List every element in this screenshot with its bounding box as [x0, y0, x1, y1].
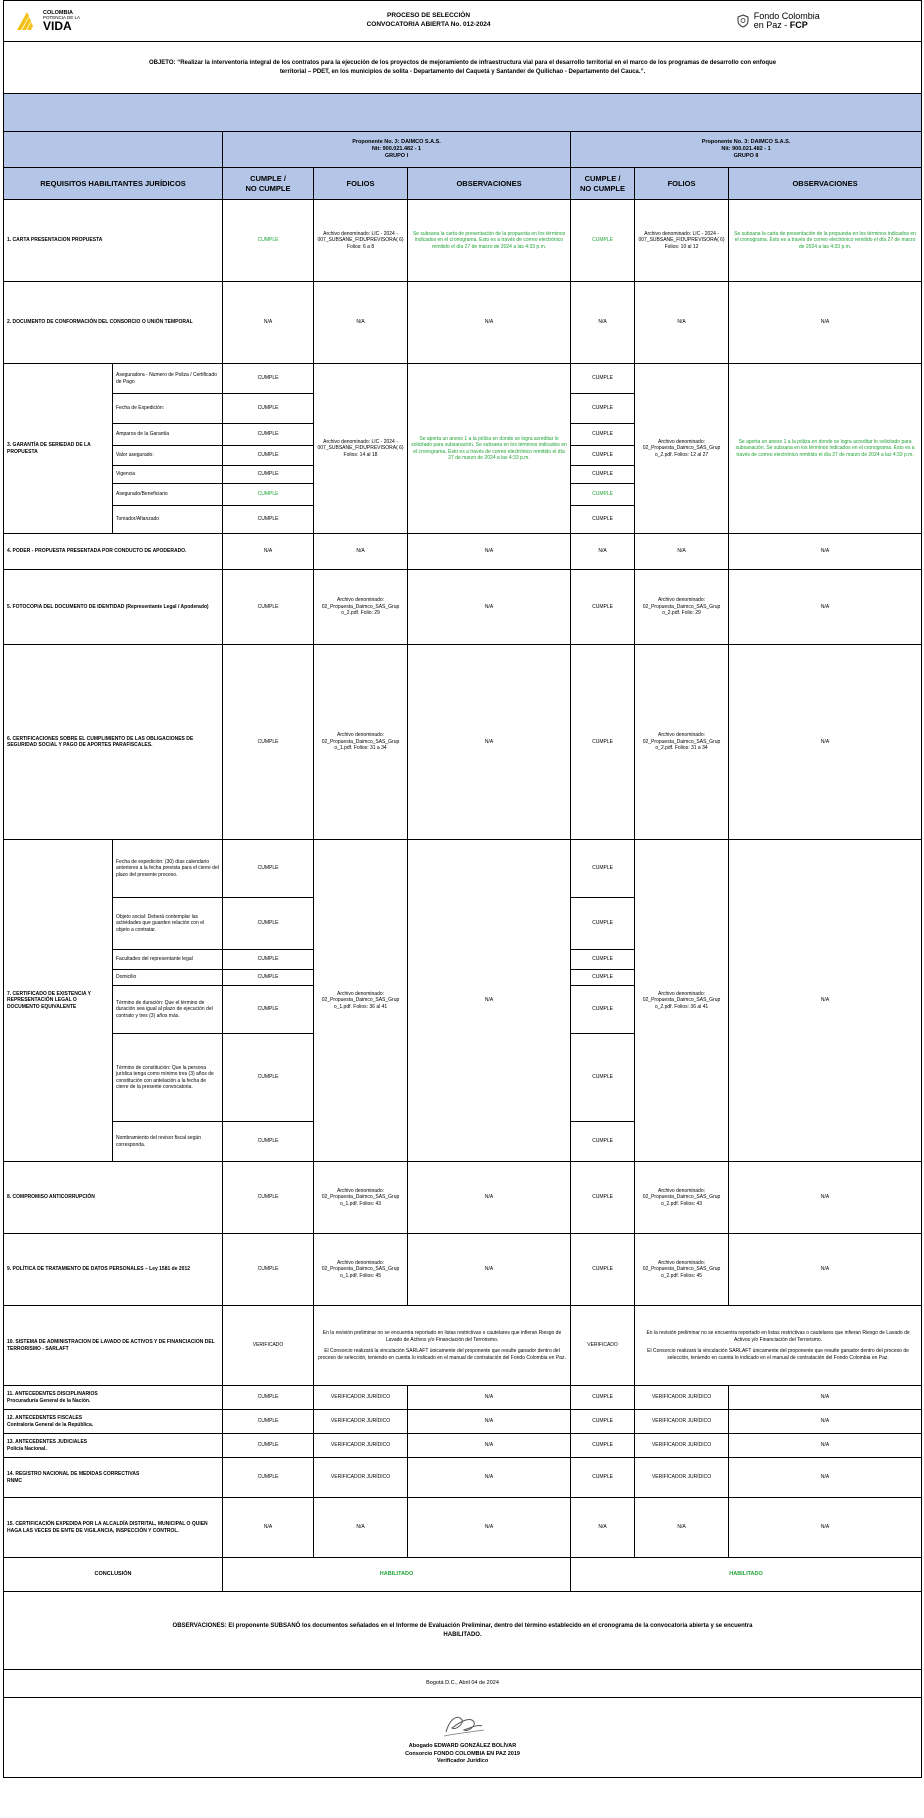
folios-cell: Archivo denominado: 02_Propuesta_Daimco_SAS_Grup o_2.pdf. Folios: 43	[635, 1162, 729, 1234]
row-8-label: 8. COMPROMISO ANTICORRUPCIÓN	[4, 1162, 223, 1234]
observation-cell: N/A	[408, 1458, 571, 1498]
sub-requirement: Término de constitución: Que la persona jurídica tenga como mínimo tres (3) años de constitución con antelación a la fecha de cierre de la presente convocatoria.	[113, 1034, 223, 1122]
status-badge: CUMPLE	[571, 484, 635, 506]
table-row	[4, 570, 922, 645]
logo-line-1: COLOMBIA	[43, 9, 73, 16]
process-title: PROCESO DE SELECCIÓN	[386, 12, 471, 20]
group-1-proponente: Proponente No. 3: DAIMCO S.A.S.	[352, 138, 441, 145]
row-6-label: 6. CERTIFICACIONES SOBRE EL CUMPLIMIENTO DE LAS OBLIGACIONES DE SEGURIDAD SOCIAL Y PAGO DE APORTES PARAFISCALES.	[4, 645, 223, 840]
sub-requirement: Vigencia	[113, 466, 223, 484]
table-row	[4, 534, 922, 570]
row-3-label: 3. GARANTÍA DE SERIEDAD DE LA PROPUESTA	[4, 364, 113, 534]
status-badge: N/A	[571, 1498, 635, 1558]
status-badge: CUMPLE	[223, 424, 314, 446]
status-badge: CUMPLE	[223, 446, 314, 466]
table-row	[4, 200, 922, 282]
folios-cell: Archivo denominado: 02_Propuesta_Daimco_SAS_Grup o_1.pdf. Folios: 45	[314, 1234, 408, 1306]
status-badge: VERIFICADO	[223, 1306, 314, 1386]
group-2-header	[571, 132, 922, 168]
row-10-label: 10. SISTEMA DE ADMINISTRACION DE LAVADO DE ACTIVOS Y DE FINANCIACION DEL TERRORISMO - SARLAFT	[4, 1306, 223, 1386]
objeto-cell	[4, 42, 922, 94]
evaluation-table	[3, 0, 922, 1778]
observation-cell: N/A	[729, 1162, 922, 1234]
shield-emblem-icon	[736, 14, 750, 28]
status-badge: CUMPLE	[223, 394, 314, 424]
folios-cell: Archivo denominado: LIC - 2024 - 007_SUBSANE_FIDUPREVISORA( 6) Folios: 10 al 12	[635, 200, 729, 282]
sub-requirement: Domicilio	[113, 970, 223, 986]
status-badge: CUMPLE	[223, 970, 314, 986]
observation-cell: N/A	[408, 1234, 571, 1306]
folios-cell: Archivo denominado: 02_Propuesta_Daimco_SAS_Grup o_2.pdf. Folios: 31 a 34	[635, 645, 729, 840]
final-observations-row	[4, 1592, 922, 1670]
status-badge: CUMPLE	[571, 1234, 635, 1306]
row-5-label: 5. FOTOCOPIA DEL DOCUMENTO DE IDENTIDAD (Representante Legal / Apoderado)	[4, 570, 223, 645]
row-7-label: 7. CERTIFICADO DE EXISTENCIA Y REPRESENTACIÓN LEGAL O DOCUMENTO EQUIVALENTE	[4, 840, 113, 1162]
observation-cell: N/A	[729, 840, 922, 1162]
convocatoria-title: CONVOCATORIA ABIERTA No. 012-2024	[366, 21, 491, 28]
status-badge: CUMPLE	[571, 1458, 635, 1498]
observation-cell: N/A	[408, 1434, 571, 1458]
observation-cell: Se subsana la carta de presentación de la propuesta en los términos indicados en el cronograma. Esto es a través de correo electrónico remitido el día 27 de marzo de 2024 a las 4:33 p.m.	[729, 200, 922, 282]
sub-requirement: Fecha de expedición: (30) días calendario anteriores a la fecha prevista para el cierre del plazo del presente proceso.	[113, 840, 223, 898]
sub-requirement: Valor asegurado:	[113, 446, 223, 466]
status-badge: N/A	[571, 282, 635, 364]
status-badge: N/A	[571, 534, 635, 570]
conclusion-label: CONCLUSIÓN	[4, 1558, 223, 1592]
status-badge: CUMPLE	[223, 645, 314, 840]
colombia-flag-icon	[15, 10, 39, 32]
sarlaft-paragraph-2: El Consorcio realizará la vinculación SARLAFT únicamente del proponente que resulte ganador dentro del proceso de selección, teniendo en cuenta lo indicado en el manual de contratación del Fondo Colombia en Paz.	[647, 1348, 909, 1361]
folios-cell: VERIFICADOR JURÍDICO	[635, 1410, 729, 1434]
status-badge: CUMPLE	[223, 1234, 314, 1306]
sub-requirement: Facultades del representante legal	[113, 950, 223, 970]
observation-cell: N/A	[729, 1386, 922, 1410]
folios-cell: Archivo denominado: 02_Propuesta_Daimco_SAS_Grup o_2.pdf. Folios: 36 al 41	[635, 840, 729, 1162]
observation-cell: N/A	[408, 1410, 571, 1434]
group-2-proponente: Proponente No. 3: DAIMCO S.A.S.	[701, 138, 791, 145]
status-badge: CUMPLE	[571, 986, 635, 1034]
col-cumple-g2: CUMPLE / NO CUMPLE	[571, 168, 635, 200]
status-badge: CUMPLE	[571, 1162, 635, 1234]
status-badge: VERIFICADO	[571, 1306, 635, 1386]
logo-line-3: VIDA	[43, 19, 72, 34]
group-1-grupo: GRUPO I	[384, 153, 409, 160]
group-1-header	[223, 132, 571, 168]
signer-name: Abogado EDWARD GONZÁLEZ BOLÍVAR	[408, 1743, 517, 1750]
status-badge: CUMPLE	[571, 200, 635, 282]
folios-cell: Archivo denominado: LIC - 2024 - 007_SUBSANE_FIDUPREVISORA( 6) Folios: 6 a 8	[314, 200, 408, 282]
folios-cell: N/A	[635, 534, 729, 570]
status-badge: CUMPLE	[571, 950, 635, 970]
folios-cell: N/A	[635, 282, 729, 364]
blue-band	[4, 94, 922, 132]
sub-requirement: Amparos de la Garantía	[113, 424, 223, 446]
folios-cell: Archivo denominado: 02_Propuesta_Daimco_SAS_Grup o_2.pdf. Folios: 45	[635, 1234, 729, 1306]
folios-cell: Archivo denominado: 02_Propuesta_Daimco_SAS_Grup o_2.pdf. Folios: 12 al 27	[635, 364, 729, 534]
status-badge: CUMPLE	[571, 898, 635, 950]
folios-cell: N/A	[635, 1498, 729, 1558]
status-badge: CUMPLE	[223, 570, 314, 645]
observation-cell: N/A	[729, 282, 922, 364]
table-row	[4, 1386, 922, 1410]
objeto-text: OBJETO: “Realizar la interventoría integral de los contratos para la ejecución de los proyectos de mejoramiento de infraestructura vial para el desarrollo territorial en el marco de los programas de desarrollo con enfoque territorial – PDET, en los municipios de solita - Departamento del Caquetá y Santander de Quilichao - Departamento del Cauca.”.	[148, 60, 777, 75]
group-2-grupo: GRUPO II	[733, 153, 759, 160]
col-observaciones-g1: OBSERVACIONES	[408, 168, 571, 200]
status-badge: CUMPLE	[571, 840, 635, 898]
status-badge: CUMPLE	[571, 446, 635, 466]
status-badge: CUMPLE	[571, 570, 635, 645]
status-badge: CUMPLE	[571, 394, 635, 424]
col-folios-g1: FOLIOS	[314, 168, 408, 200]
status-badge: CUMPLE	[571, 1410, 635, 1434]
observation-cell: N/A	[408, 534, 571, 570]
status-badge: N/A	[223, 534, 314, 570]
status-badge: CUMPLE	[571, 970, 635, 986]
sarlaft-observation-g1	[314, 1306, 571, 1386]
table-row	[4, 1458, 922, 1498]
left-logo-cell	[4, 1, 223, 42]
observation-cell: Se aporta un anexo 1 a la póliza en donde se logra acreditar lo solicitado para subsanación. Se subsana en los términos indicados en el cronograma. Esto es a través de correo electrónico remitido el día 27 de marzo de 2024 a las 4:33 p.m.	[408, 364, 571, 534]
folios-cell: VERIFICADOR JURÍDICO	[635, 1458, 729, 1498]
sub-requirement: Aseguradora - Numero de Poliza / Certificado de Pago	[113, 364, 223, 394]
observation-cell: N/A	[729, 1498, 922, 1558]
signer-org: Consorcio FONDO COLOMBIA EN PAZ 2019	[405, 1750, 520, 1757]
row-11-label: 11. ANTECEDENTES DISCIPLINARIOS Procuraduría General de la Nación.	[4, 1386, 223, 1410]
observation-cell: N/A	[729, 1434, 922, 1458]
folios-cell: Archivo denominado: 02_Propuesta_Daimco_SAS_Grup o_2.pdf. Folio: 29	[314, 570, 408, 645]
date-row	[4, 1670, 922, 1698]
observation-cell: Se aporta un anexo 1 a la póliza en donde se logra acreditar lo solicitado para subsanación. Se subsana en los términos indicados en el cronograma. Esto es a través de correo electrónico remitido el día 27 de marzo de 2024 a las 4:33 p.m.	[729, 364, 922, 534]
observation-cell: N/A	[729, 645, 922, 840]
fcp-line-2: en Paz -	[753, 20, 790, 30]
status-badge: CUMPLE	[571, 466, 635, 484]
observation-cell: N/A	[408, 1498, 571, 1558]
sub-requirement: Objeto social: Deberá contemplar las actividades que guarden relación con el objeto a contratar.	[113, 898, 223, 950]
sub-requirement: Término de duración: Que el término de duración sea igual al plazo de ejecución del contrato y tres (3) años más.	[113, 986, 223, 1034]
folios-cell: VERIFICADOR JURÍDICO	[314, 1458, 408, 1498]
sub-requirement: Asegurado/Beneficiario	[113, 484, 223, 506]
folios-cell: Archivo denominado: 02_Propuesta_Daimco_SAS_Grup o_2.pdf. Folio: 29	[635, 570, 729, 645]
table-row	[4, 364, 922, 394]
status-badge: CUMPLE	[223, 484, 314, 506]
observation-cell: N/A	[408, 645, 571, 840]
folios-cell: VERIFICADOR JURÍDICO	[635, 1386, 729, 1410]
table-row	[4, 1410, 922, 1434]
row-4-label: 4. PODER - PROPUESTA PRESENTADA POR CONDUCTO DE APODERADO.	[4, 534, 223, 570]
status-badge: CUMPLE	[223, 466, 314, 484]
row-13-label: 13. ANTECEDENTES JUDICIALES Policía Nacional.	[4, 1434, 223, 1458]
sarlaft-paragraph-1: En la revisión preliminar no se encuentra reportado en listas restrictivas o cautelares que infieran Riesgo de Lavado de Activos y/o Financiación del Terrorismo.	[646, 1330, 910, 1343]
final-observations-cell	[4, 1592, 922, 1670]
logo-line-2: POTENCIA DE LA	[43, 14, 81, 20]
table-row	[4, 1306, 922, 1386]
table-row	[4, 282, 922, 364]
observation-cell: N/A	[729, 1234, 922, 1306]
row-2-label: 2. DOCUMENTO DE CONFORMACIÓN DEL CONSORCIO O UNIÓN TEMPORAL	[4, 282, 223, 364]
signature-cell	[4, 1698, 922, 1778]
table-row	[4, 1162, 922, 1234]
observation-cell: N/A	[729, 534, 922, 570]
observation-cell: N/A	[729, 1458, 922, 1498]
signature-row	[4, 1698, 922, 1778]
status-badge: CUMPLE	[223, 1122, 314, 1162]
right-logo-cell	[635, 1, 922, 42]
colombia-logo	[7, 10, 220, 33]
sub-requirement: Fecha de Expedición:	[113, 394, 223, 424]
status-badge: CUMPLE	[571, 1034, 635, 1122]
table-row	[4, 1434, 922, 1458]
fcp-logo	[638, 12, 919, 31]
folios-cell: Archivo denominado: 02_Propuesta_Daimco_SAS_Grup o_1.pdf. Folios: 31 a 34	[314, 645, 408, 840]
folios-cell: Archivo denominado: 02_Propuesta_Daimco_SAS_Grup o_1.pdf. Folios: 43	[314, 1162, 408, 1234]
observation-cell: N/A	[408, 570, 571, 645]
folios-cell: VERIFICADOR JURÍDICO	[314, 1386, 408, 1410]
fcp-acronym: FCP	[789, 20, 808, 30]
status-badge: CUMPLE	[223, 1034, 314, 1122]
sarlaft-observation-g2	[635, 1306, 922, 1386]
status-badge: CUMPLE	[571, 364, 635, 394]
status-badge: CUMPLE	[571, 1122, 635, 1162]
status-badge: CUMPLE	[223, 950, 314, 970]
observation-cell: Se subsana la carta de presentación de la propuesta en los términos indicados en el cronograma. Esto es a través de correo electrónico remitido el día 27 de marzo de 2024 a las 4:33 p.m.	[408, 200, 571, 282]
status-badge: CUMPLE	[223, 1386, 314, 1410]
status-badge: CUMPLE	[571, 1386, 635, 1410]
folios-cell: N/A	[314, 534, 408, 570]
sarlaft-paragraph-2: El Consorcio realizará la vinculación SARLAFT únicamente del proponente que resulte ganador dentro del proceso de selección, teniendo en cuenta lo indicado en el manual de contratación del Fondo Colombia en Paz.	[318, 1348, 566, 1361]
observation-cell: N/A	[408, 282, 571, 364]
final-observations-text: OBSERVACIONES: El proponente SUBSANÓ los documentos señalados en el Informe de Evaluación Preliminar, dentro del término establecido en el cronograma de la convocatoria abierta y se encuentra HABILITADO.	[172, 1623, 753, 1638]
fcp-line-1: Fondo Colombia	[753, 10, 820, 21]
folios-cell: N/A	[314, 282, 408, 364]
observation-cell: N/A	[729, 1410, 922, 1434]
conclusion-g1: HABILITADO	[223, 1558, 571, 1592]
status-badge: CUMPLE	[571, 645, 635, 840]
row-12-label: 12. ANTECEDENTES FISCALES Contraloría General de la República.	[4, 1410, 223, 1434]
status-badge: CUMPLE	[223, 840, 314, 898]
table-row	[4, 1234, 922, 1306]
status-badge: CUMPLE	[223, 1410, 314, 1434]
group-1-nit: Nit: 900.021.482 - 1	[371, 145, 422, 152]
observation-cell: N/A	[729, 570, 922, 645]
sub-requirement: Tomador/Afianzado	[113, 506, 223, 534]
sarlaft-paragraph-1: En la revisión preliminar no se encuentra reportado en listas restrictivas o cautelares que infieran Riesgo de Lavado de Activos y/o Financiación del Terrorismo.	[322, 1330, 562, 1343]
col-observaciones-g2: OBSERVACIONES	[729, 168, 922, 200]
col-requisitos: REQUISITOS HABILITANTES JURÍDICOS	[4, 168, 223, 200]
row-9-label: 9. POLÍTICA DE TRATAMIENTO DE DATOS PERSONALES – Ley 1581 de 2012	[4, 1234, 223, 1306]
handwritten-signature	[440, 1710, 486, 1740]
status-badge: CUMPLE	[571, 424, 635, 446]
date-text: Bogotá D.C., Abril 04 de 2024	[4, 1670, 922, 1698]
status-badge: CUMPLE	[223, 1458, 314, 1498]
conclusion-g2: HABILITADO	[571, 1558, 922, 1592]
status-badge: CUMPLE	[223, 1434, 314, 1458]
group-2-nit: Nit: 900.021.482 - 1	[721, 145, 771, 152]
status-badge: CUMPLE	[223, 200, 314, 282]
group-blank-cell	[4, 132, 223, 168]
row-14-label: 14. REGISTRO NACIONAL DE MEDIDAS CORRECTIVAS RNMC	[4, 1458, 223, 1498]
folios-cell: N/A	[314, 1498, 408, 1558]
signer-role: Verificador Jurídico	[436, 1757, 489, 1764]
table-row	[4, 1498, 922, 1558]
conclusion-row	[4, 1558, 922, 1592]
status-badge: CUMPLE	[571, 1434, 635, 1458]
title-cell	[223, 1, 635, 42]
status-badge: N/A	[223, 282, 314, 364]
folios-cell: VERIFICADOR JURÍDICO	[314, 1410, 408, 1434]
row-1-label: 1. CARTA PRESENTACION PROPUESTA	[4, 200, 223, 282]
col-folios-g2: FOLIOS	[635, 168, 729, 200]
status-badge: CUMPLE	[223, 898, 314, 950]
status-badge: CUMPLE	[571, 506, 635, 534]
folios-cell: VERIFICADOR JURÍDICO	[314, 1434, 408, 1458]
observation-cell: N/A	[408, 840, 571, 1162]
folios-cell: VERIFICADOR JURÍDICO	[635, 1434, 729, 1458]
table-row	[4, 645, 922, 840]
sub-requirement: Nombramiento del revisor fiscal según corresponda.	[113, 1122, 223, 1162]
observation-cell: N/A	[408, 1162, 571, 1234]
row-15-label: 15. CERTIFICACIÓN EXPEDIDA POR LA ALCALDÍA DISTRITAL, MUNICIPAL O QUIEN HAGA LAS VECES DE ENTE DE VIGILANCIA, INSPECCIÓN Y CONTROL.	[4, 1498, 223, 1558]
status-badge: N/A	[223, 1498, 314, 1558]
folios-cell: Archivo denominado: 02_Propuesta_Daimco_SAS_Grup o_1.pdf. Folios: 36 al 41	[314, 840, 408, 1162]
observation-cell: N/A	[408, 1386, 571, 1410]
col-cumple-g1: CUMPLE / NO CUMPLE	[223, 168, 314, 200]
status-badge: CUMPLE	[223, 986, 314, 1034]
status-badge: CUMPLE	[223, 1162, 314, 1234]
folios-cell: Archivo denominado: LIC - 2024 - 007_SUBSANE_FIDUPREVISORA( 6) Folios: 14 al 18	[314, 364, 408, 534]
table-row	[4, 840, 922, 898]
status-badge: CUMPLE	[223, 364, 314, 394]
status-badge: CUMPLE	[223, 506, 314, 534]
